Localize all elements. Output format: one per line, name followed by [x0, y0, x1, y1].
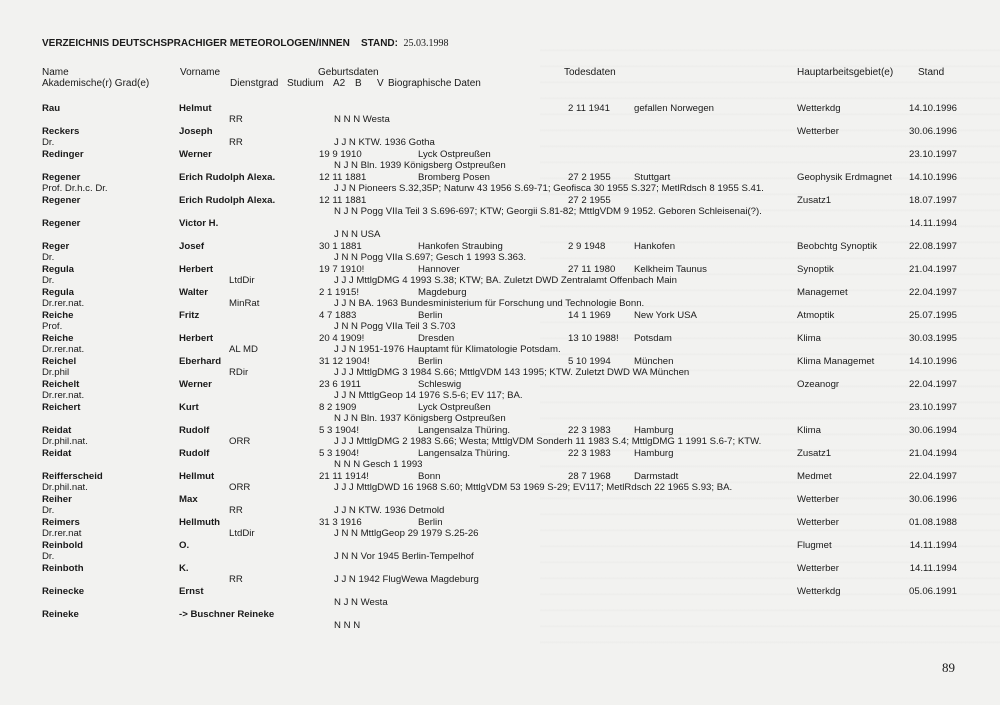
entry-surname: Reger: [42, 241, 70, 252]
entry-birth-date: 2 1 1915!: [319, 287, 360, 298]
entry-death-date: 14 1 1969: [568, 310, 611, 321]
entry-rank: AL MD: [229, 344, 258, 355]
entry-field: Atmoptik: [797, 310, 835, 321]
entry-stand-date: 30.03.1995: [908, 333, 957, 344]
entry-first-name: Kurt: [179, 402, 199, 413]
entry-field: Managemet: [797, 287, 848, 298]
entry-first-name: Herbert: [179, 333, 214, 344]
entry-field: Medmet: [797, 471, 832, 482]
header-studium: Studium: [287, 78, 324, 89]
header-bio: Biographische Daten: [388, 78, 481, 89]
entry-study-and-bio: J N N Vor 1945 Berlin-Tempelhof: [334, 551, 474, 562]
entry-stand-date: 23.10.1997: [908, 402, 957, 413]
entry-academic-degree: Dr.: [42, 137, 55, 148]
entry-rank: ORR: [229, 482, 251, 493]
entry-study-and-bio: J J J MttlgDWD 16 1968 S.60; MttlgVDM 53 1969 S-29; EV117; MetlRdsch 22 1965 S.93; BA.: [334, 482, 733, 493]
title-text: VERZEICHNIS DEUTSCHSPRACHIGER METEOROLOGEN/INNEN: [42, 38, 350, 49]
entry-first-name: Ernst: [179, 586, 204, 597]
entry-stand-date: 23.10.1997: [908, 149, 957, 160]
entry-field: Geophysik Erdmagnet: [797, 172, 892, 183]
entry-study-and-bio: N N N Westa: [334, 114, 390, 125]
entry-stand-date: 21.04.1997: [908, 264, 957, 275]
entry-death-place: Kelkheim Taunus: [634, 264, 707, 275]
entry-study-and-bio: J N N MttlgGeop 29 1979 S.25-26: [334, 528, 479, 539]
entry-study-and-bio: N N N Gesch 1 1993: [334, 459, 423, 470]
entry-first-name: Max: [179, 494, 198, 505]
entry-first-name: Victor H.: [179, 218, 219, 229]
entry-study-and-bio: N J N Westa: [334, 597, 388, 608]
entry-first-name: Josef: [179, 241, 205, 252]
entry-rank: RDir: [229, 367, 249, 378]
entry-birth-date: 21 11 1914!: [319, 471, 369, 482]
entry-rank: LtdDir: [229, 275, 255, 286]
entry-stand-date: 25.07.1995: [908, 310, 957, 321]
entry-birth-date: 12 11 1881: [319, 172, 367, 183]
entry-field: Wetterber: [797, 494, 839, 505]
entry-stand-date: 14.11.1994: [909, 540, 957, 551]
header-vorname: Vorname: [180, 67, 221, 78]
page-number: 89: [942, 660, 955, 675]
entry-study-and-bio: J J N 1951-1976 Hauptamt für Klimatologie Potsdam.: [334, 344, 561, 355]
entry-surname: Regener: [42, 218, 81, 229]
entry-study-and-bio: J J N KTW. 1936 Gotha: [334, 137, 435, 148]
entry-surname: Reiche: [42, 310, 74, 321]
entry-academic-degree: Dr.phil: [42, 367, 70, 378]
entry-first-name: Fritz: [179, 310, 200, 321]
entry-birth-place: Schleswig: [418, 379, 462, 390]
entry-academic-degree: Prof.: [42, 321, 63, 332]
entry-birth-date: 19 7 1910!: [319, 264, 365, 275]
header-hauptarbeitsgebiet: Hauptarbeitsgebiet(e): [797, 67, 894, 78]
entry-birth-date: 19 9 1910: [319, 149, 362, 160]
entry-stand-date: 30.06.1996: [908, 126, 957, 137]
entry-study-and-bio: J J J MttlgDMG 2 1983 S.66; Westa; MttlgVDM Sonderh 11 1983 S.4; MttlgDMG 1 1991 S.6-7; KTW.: [334, 436, 762, 447]
entry-birth-place: Bromberg Posen: [418, 172, 490, 183]
entry-birth-date: 31 3 1916: [319, 517, 362, 528]
entry-surname: Regener: [42, 195, 81, 206]
entry-stand-date: 22.08.1997: [908, 241, 957, 252]
entry-birth-place: Berlin: [418, 310, 443, 321]
entry-stand-date: 14.10.1996: [908, 356, 957, 367]
entry-academic-degree: Dr.: [42, 275, 55, 286]
entry-study-and-bio: N J N Bln. 1939 Königsberg Ostpreußen: [334, 160, 506, 171]
entry-stand-date: 21.04.1994: [908, 448, 957, 459]
entry-surname: Reinbold: [42, 540, 84, 551]
entry-field: Wetterkdg: [797, 103, 841, 114]
entry-first-name: Erich Rudolph Alexa.: [179, 195, 276, 206]
entry-field: Wetterber: [797, 517, 839, 528]
entry-academic-degree: Dr.: [42, 252, 55, 263]
entry-academic-degree: Dr.: [42, 551, 55, 562]
header-grad: Akademische(r) Grad(e): [42, 78, 150, 89]
entry-study-and-bio: J J N 1942 FlugWewa Magdeburg: [334, 574, 479, 585]
entry-study-and-bio: J J N Pioneers S.32,35P; Naturw 43 1956 S.69-71; Geofisca 30 1955 S.327; MetlRdsch 8 1955 S.41.: [334, 183, 764, 194]
page-title: [42, 38, 449, 49]
entry-first-name: Hellmut: [179, 471, 215, 482]
entry-first-name: O.: [179, 540, 190, 551]
entry-rank: ORR: [229, 436, 251, 447]
entry-field: Wetterkdg: [797, 586, 841, 597]
entry-rank: RR: [229, 114, 243, 125]
entry-field: Zusatz1: [797, 448, 832, 459]
entry-first-name: Helmut: [179, 103, 212, 114]
entry-first-name: Werner: [179, 149, 212, 160]
entry-surname: Redinger: [42, 149, 84, 160]
entry-surname: Reifferscheid: [42, 471, 103, 482]
entry-birth-place: Hannover: [418, 264, 460, 275]
entry-birth-place: Dresden: [418, 333, 455, 344]
entry-first-name: Hellmuth: [179, 517, 221, 528]
entry-stand-date: 01.08.1988: [908, 517, 957, 528]
entry-academic-degree: Dr.rer.nat.: [42, 390, 85, 401]
entry-study-and-bio: J N N Pogg VIIa S.697; Gesch 1 1993 S.363.: [334, 252, 526, 263]
entry-birth-date: 5 3 1904!: [319, 448, 360, 459]
entry-stand-date: 22.04.1997: [908, 471, 957, 482]
entry-field: Wetterber: [797, 563, 839, 574]
entry-death-place: Darmstadt: [634, 471, 679, 482]
entry-surname: Regula: [42, 264, 74, 275]
entry-death-place: Hamburg: [634, 448, 674, 459]
entry-study-and-bio: N J N Bln. 1937 Königsberg Ostpreußen: [334, 413, 506, 424]
entry-surname: Reichel: [42, 356, 77, 367]
entry-surname: Reichelt: [42, 379, 80, 390]
entry-birth-date: 12 11 1881: [319, 195, 367, 206]
entry-stand-date: 14.10.1996: [908, 103, 957, 114]
entry-academic-degree: Prof. Dr.h.c. Dr.: [42, 183, 108, 194]
entry-surname: Reinecke: [42, 586, 85, 597]
entry-field: Flugmet: [797, 540, 832, 551]
entry-field: Beobchtg Synoptik: [797, 241, 878, 252]
entry-study-and-bio: J J N KTW. 1936 Detmold: [334, 505, 445, 516]
entry-birth-place: Lyck Ostpreußen: [418, 402, 491, 413]
entry-death-place: Stuttgart: [634, 172, 671, 183]
header-b: B: [355, 78, 362, 89]
entry-surname: Regula: [42, 287, 74, 298]
entry-death-date: 22 3 1983: [568, 448, 611, 459]
entry-surname: Reiher: [42, 494, 72, 505]
header-todesdaten: Todesdaten: [564, 67, 616, 78]
entry-study-and-bio: J J J MttlgDMG 3 1984 S.66; MttlgVDM 143 1995; KTW. Zuletzt DWD WA München: [334, 367, 690, 378]
entry-academic-degree: Dr.rer.nat: [42, 528, 82, 539]
entry-surname: Reidat: [42, 448, 72, 459]
entry-death-date: 27 2 1955: [568, 172, 611, 183]
entry-stand-date: 14.11.1994: [909, 218, 957, 229]
entry-first-name: Eberhard: [179, 356, 222, 367]
entry-birth-place: Berlin: [418, 356, 443, 367]
entry-death-place: Hankofen: [634, 241, 676, 252]
entry-first-name: K.: [179, 563, 189, 574]
entry-first-name: Werner: [179, 379, 212, 390]
header-v: V: [377, 78, 384, 89]
entry-field: Klima: [797, 333, 821, 344]
entry-birth-date: 23 6 1911: [319, 379, 361, 390]
entry-birth-date: 8 2 1909: [319, 402, 357, 413]
entry-rank: LtdDir: [229, 528, 255, 539]
entry-death-place: New York USA: [634, 310, 697, 321]
entry-field: Klima: [797, 425, 821, 436]
entry-study-and-bio: J N N Pogg VIIa Teil 3 S.703: [334, 321, 456, 332]
entry-study-and-bio: N N N: [334, 620, 361, 631]
entry-stand-date: 22.04.1997: [908, 287, 957, 298]
entry-first-name: Rudolf: [179, 425, 210, 436]
entry-death-place: Potsdam: [634, 333, 672, 344]
entry-surname: Rau: [42, 103, 61, 114]
entry-surname: Reinboth: [42, 563, 84, 574]
entry-birth-date: 20 4 1909!: [319, 333, 365, 344]
entry-birth-place: Langensalza Thüring.: [418, 425, 511, 436]
entry-birth-place: Lyck Ostpreußen: [418, 149, 491, 160]
entry-birth-place: Bonn: [418, 471, 441, 482]
entry-rank: RR: [229, 505, 243, 516]
entry-death-place: Hamburg: [634, 425, 674, 436]
entry-rank: RR: [229, 137, 243, 148]
entry-field: Synoptik: [797, 264, 834, 275]
entry-study-and-bio: J J J MttlgDMG 4 1993 S.38; KTW; BA. Zuletzt DWD Zentralamt Offenbach Main: [334, 275, 678, 286]
entry-academic-degree: Dr.rer.nat.: [42, 298, 85, 309]
entry-stand-date: 14.10.1996: [908, 172, 957, 183]
stand-date: 25.03.1998: [403, 38, 449, 49]
entry-study-and-bio: N J N Pogg VIIa Teil 3 S.696-697; KTW; Georgii S.81-82; MttlgVDM 9 1952. Geboren Schleisenai(?).: [334, 206, 762, 217]
entry-field: Ozeanogr: [797, 379, 840, 390]
entry-first-name: Joseph: [179, 126, 213, 137]
entry-stand-date: 30.06.1994: [908, 425, 957, 436]
entry-field: Wetterber: [797, 126, 839, 137]
entry-stand-date: 22.04.1997: [908, 379, 957, 390]
entry-death-place: München: [634, 356, 674, 367]
entry-surname: Reimers: [42, 517, 80, 528]
entry-death-date: 28 7 1968: [568, 471, 611, 482]
entry-academic-degree: Dr.phil.nat.: [42, 482, 88, 493]
header-geburtsdaten: Geburtsdaten: [318, 67, 379, 78]
entry-death-date: 22 3 1983: [568, 425, 611, 436]
entry-surname: Reichert: [42, 402, 81, 413]
entry-academic-degree: Dr.phil.nat.: [42, 436, 88, 447]
entry-study-and-bio: J J N BA. 1963 Bundesministerium für Forschung und Technologie Bonn.: [334, 298, 645, 309]
entry-study-and-bio: J N N USA: [334, 229, 381, 240]
entry-birth-date: 31 12 1904!: [319, 356, 370, 367]
entry-birth-date: 30 1 1881: [319, 241, 362, 252]
entry-surname: Reineke: [42, 609, 79, 620]
entry-academic-degree: Dr.: [42, 505, 55, 516]
entry-stand-date: 30.06.1996: [908, 494, 957, 505]
entry-rank: MinRat: [229, 298, 260, 309]
entry-field: Zusatz1: [797, 195, 832, 206]
header-name: Name: [42, 67, 69, 78]
entry-academic-degree: Dr.rer.nat.: [42, 344, 85, 355]
header-a2: A2: [333, 78, 346, 89]
entry-rank: RR: [229, 574, 243, 585]
entry-first-name: Rudolf: [179, 448, 210, 459]
entry-death-date: 13 10 1988!: [568, 333, 619, 344]
entry-first-name: -> Buschner Reineke: [179, 609, 275, 620]
header-stand: Stand: [918, 67, 945, 78]
entry-death-date: 5 10 1994: [568, 356, 611, 367]
entry-death-place: gefallen Norwegen: [634, 103, 715, 114]
entry-stand-date: 14.11.1994: [909, 563, 957, 574]
entry-death-date: 27 11 1980: [568, 264, 616, 275]
entry-field: Klima Managemet: [797, 356, 875, 367]
entry-first-name: Erich Rudolph Alexa.: [179, 172, 276, 183]
entry-birth-date: 5 3 1904!: [319, 425, 360, 436]
entry-birth-date: 4 7 1883: [319, 310, 357, 321]
entry-surname: Reidat: [42, 425, 72, 436]
entry-birth-place: Berlin: [418, 517, 443, 528]
stand-label: STAND:: [360, 38, 398, 49]
entry-death-date: 2 11 1941: [568, 103, 610, 114]
entry-surname: Reiche: [42, 333, 74, 344]
entry-death-date: 2 9 1948: [568, 241, 606, 252]
entry-surname: Regener: [42, 172, 81, 183]
entry-birth-place: Langensalza Thüring.: [418, 448, 511, 459]
entry-death-date: 27 2 1955: [568, 195, 611, 206]
entry-birth-place: Hankofen Straubing: [418, 241, 503, 252]
entry-surname: Reckers: [42, 126, 80, 137]
header-dienstgrad: Dienstgrad: [230, 78, 279, 89]
entry-stand-date: 05.06.1991: [908, 586, 957, 597]
entry-study-and-bio: J J N MttlgGeop 14 1976 S.5-6; EV 117; BA.: [334, 390, 523, 401]
entry-first-name: Walter: [179, 287, 208, 298]
entry-stand-date: 18.07.1997: [908, 195, 957, 206]
entry-first-name: Herbert: [179, 264, 214, 275]
entry-birth-place: Magdeburg: [418, 287, 467, 298]
